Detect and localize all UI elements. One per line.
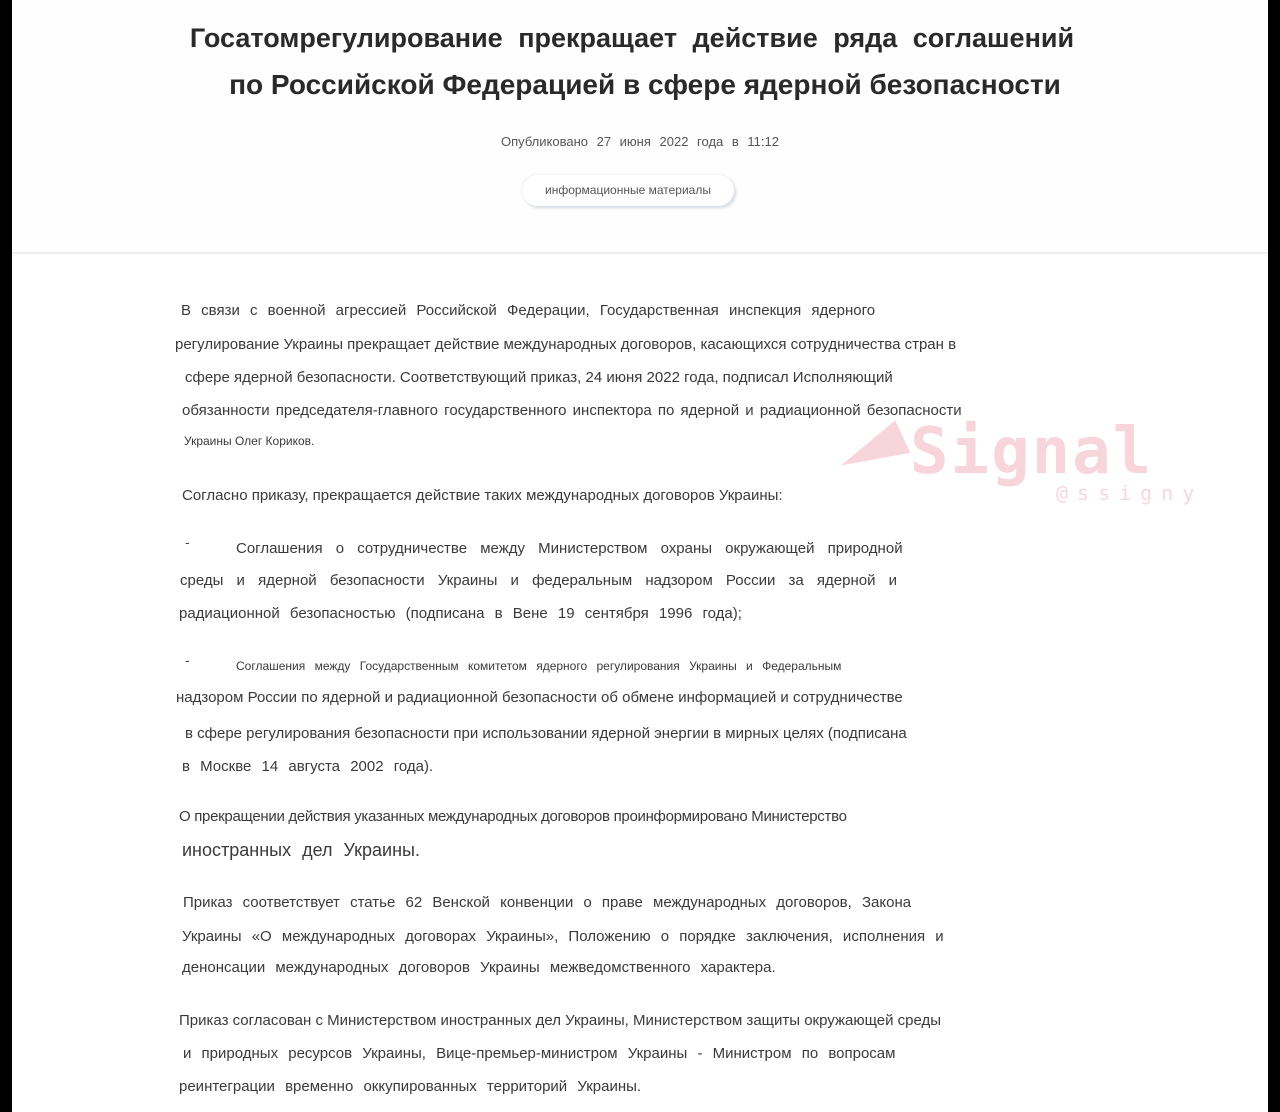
- article-page: [12, 0, 1268, 1112]
- paragraph-1-line: регулирование Украины прекращает действие международных договоров, касающихся сотрудничества стран в: [175, 336, 957, 353]
- paragraph-4-line: Приказ соответствует статье 62 Венской конвенции о праве международных договоров, Закона: [183, 894, 912, 911]
- paragraph-1-line: обязанности председателя-главного государственного инспектора по ядерной и радиационной безопасности: [182, 402, 962, 419]
- list-item-1-line: среды и ядерной безопасности Украины и федеральным надзором России за ядерной и: [180, 572, 898, 589]
- paragraph-1-line: сфере ядерной безопасности. Соответствующий приказ, 24 июня 2022 года, подписал Исполняющий: [185, 369, 893, 386]
- paragraph-2-line: Согласно приказу, прекращается действие таких международных договоров Украины:: [182, 487, 783, 504]
- list-item-2-line: Соглашения между Государственным комитетом ядерного регулирования Украины и Федеральным: [236, 659, 842, 673]
- list-item-2-line: в сфере регулирования безопасности при использовании ядерной энергии в мирных целях (подписана: [185, 725, 907, 742]
- paragraph-5-line: Приказ согласован с Министерством иностранных дел Украины, Министерством защиты окружающей среды: [179, 1012, 942, 1029]
- watermark-brand: Signal: [910, 415, 1154, 489]
- telegram-paper-plane-icon: [834, 420, 911, 481]
- list-item-1-line: Соглашения о сотрудничестве между Министерством охраны окружающей природной: [236, 540, 903, 557]
- watermark-handle: @ssigny: [1056, 481, 1204, 505]
- paragraph-3-line: иностранных дел Украины.: [182, 840, 420, 860]
- paragraph-5-line: и природных ресурсов Украины, Вице-премьер-министром Украины - Министром по вопросам: [183, 1045, 896, 1062]
- paragraph-4-line: денонсации международных договоров Украины межведомственного характера.: [182, 959, 776, 976]
- list-bullet: -: [185, 652, 190, 668]
- list-item-1-line: радиационной безопасностью (подписана в Вене 19 сентября 1996 года);: [179, 605, 742, 622]
- paragraph-5-line: реинтеграции временно оккупированных территорий Украины.: [179, 1078, 642, 1095]
- article-title-line-2: по Российской Федерацией в сфере ядерной безопасности: [229, 69, 1061, 100]
- list-item-2-line: надзором России по ядерной и радиационной безопасности об обмене информацией и сотрудничестве: [176, 689, 903, 706]
- signal-watermark: [838, 415, 1238, 510]
- paragraph-3-line: О прекращении действия указанных международных договоров проинформировано Министерство: [179, 808, 847, 825]
- list-bullet: -: [185, 534, 190, 550]
- category-tag-button[interactable]: информационные материалы: [522, 175, 734, 206]
- publish-date: Опубликовано 27 июня 2022 года в 11:12: [501, 134, 779, 149]
- article-title-line-1: Госатомрегулирование прекращает действие ряда соглашений: [189, 23, 1075, 53]
- list-item-2-line: в Москве 14 августа 2002 года).: [182, 758, 434, 775]
- paragraph-1-line: В связи с военной агрессией Российской Федерации, Государственная инспекция ядерного: [181, 302, 876, 319]
- paragraph-4-line: Украины «О международных договорах Украины», Положению о порядке заключения, исполнения и: [182, 928, 944, 945]
- paragraph-1-line: Украины Олег Кориков.: [184, 434, 315, 448]
- article-header: [12, 0, 1268, 254]
